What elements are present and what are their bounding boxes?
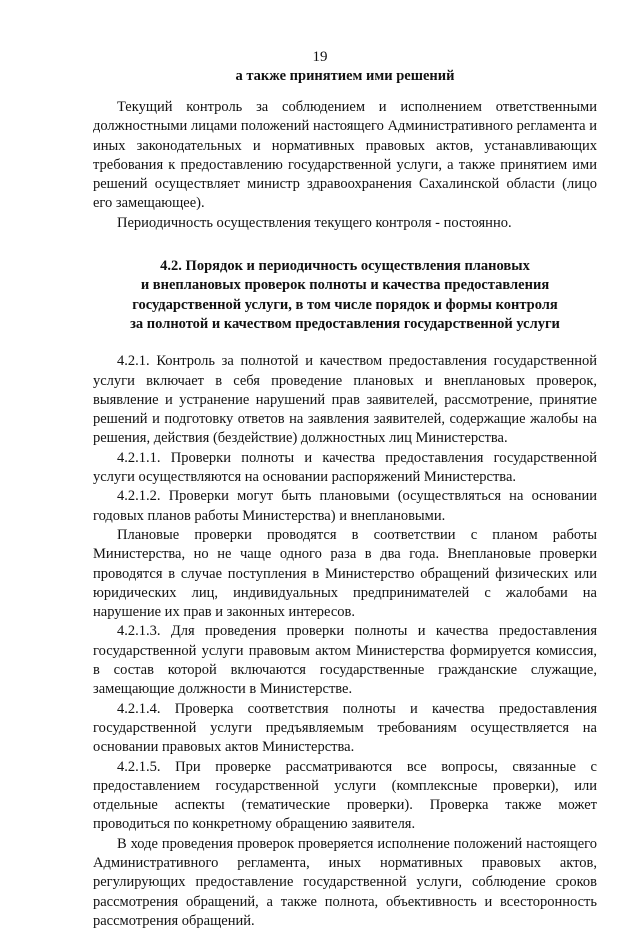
paragraph: Периодичность осуществления текущего контроля - постоянно. <box>117 214 512 231</box>
paragraph: Плановые проверки проводятся в соответствии с планом работы Министерства, но не чаще одного раза в два года. Внеплановые проверки проводятся в случае поступления в Министерство обращений физических или юридических лиц, индивидуальных предпринимателей с жалобами на нарушение их прав и законных интересов. <box>93 526 597 621</box>
paragraph: 4.2.1. Контроль за полнотой и качеством предоставления государственной услуги включает в себя проведение плановых и внеплановых проверок, выявление и устранение нарушений прав заявителей, рассмотрение, принятие решений и подготовку ответов на заявления заявителей, содержащие жалобы на решения, действия (бездействие) должностных лиц Министерства. <box>93 353 597 447</box>
section-heading-line: и внеплановых проверок полноты и качества предоставления <box>140 277 550 294</box>
top-heading: а также принятием ими решений <box>235 68 455 84</box>
paragraph: 4.2.1.1. Проверки полноты и качества предоставления государственной услуги осуществляются на основании распоряжений Министерства. <box>93 449 597 486</box>
paragraph: В ходе проведения проверок проверяется исполнение положений настоящего Административного регламента, иных нормативных правовых актов, регулирующих предоставление государственной услуги, соблюдение сроков рассмотрения обращений, а также полнота, объективность и всесторонность рассмотрения обращений. <box>93 835 597 929</box>
page-number: 19 <box>312 49 328 65</box>
section-heading <box>93 257 597 334</box>
page-content <box>93 67 597 931</box>
paragraph: 4.2.1.3. Для проведения проверки полноты и качества предоставления государственной услуги правовым актом Министерства формируется комиссия, в состав которой включаются государственные гражданские служащие, замещающие должности в Министерстве. <box>93 623 597 698</box>
section-heading-line: 4.2. Порядок и периодичность осуществления плановых <box>160 258 530 275</box>
section-heading-line: за полнотой и качеством предоставления государственной услуги <box>130 315 560 332</box>
paragraph: 4.2.1.5. При проверке рассматриваются все вопросы, связанные с предоставлением государственной услуги (комплексные проверки), или отдельные аспекты (тематические проверки). Проверка также может проводиться по конкретному обращению заявителя. <box>93 758 597 833</box>
paragraph: Текущий контроль за соблюдением и исполнением ответственными должностными лицами положений настоящего Административного регламента и иных законодательных и нормативных правовых актов, устанавливающих требования к предоставлению государственной услуги, а также принятием ими решений осуществляет министр здравоохранения Сахалинской области (лицо его замещающее). <box>93 99 597 212</box>
paragraph: 4.2.1.4. Проверка соответствия полноты и качества предоставления государственной услуги предъявляемым требованиям осуществляется на основании правовых актов Министерства. <box>93 700 597 756</box>
paragraph: 4.2.1.2. Проверки могут быть плановыми (осуществляться на основании годовых планов работы Министерства) и внеплановыми. <box>93 488 597 524</box>
section-heading-line: государственной услуги, в том числе порядок и формы контроля <box>132 296 558 313</box>
